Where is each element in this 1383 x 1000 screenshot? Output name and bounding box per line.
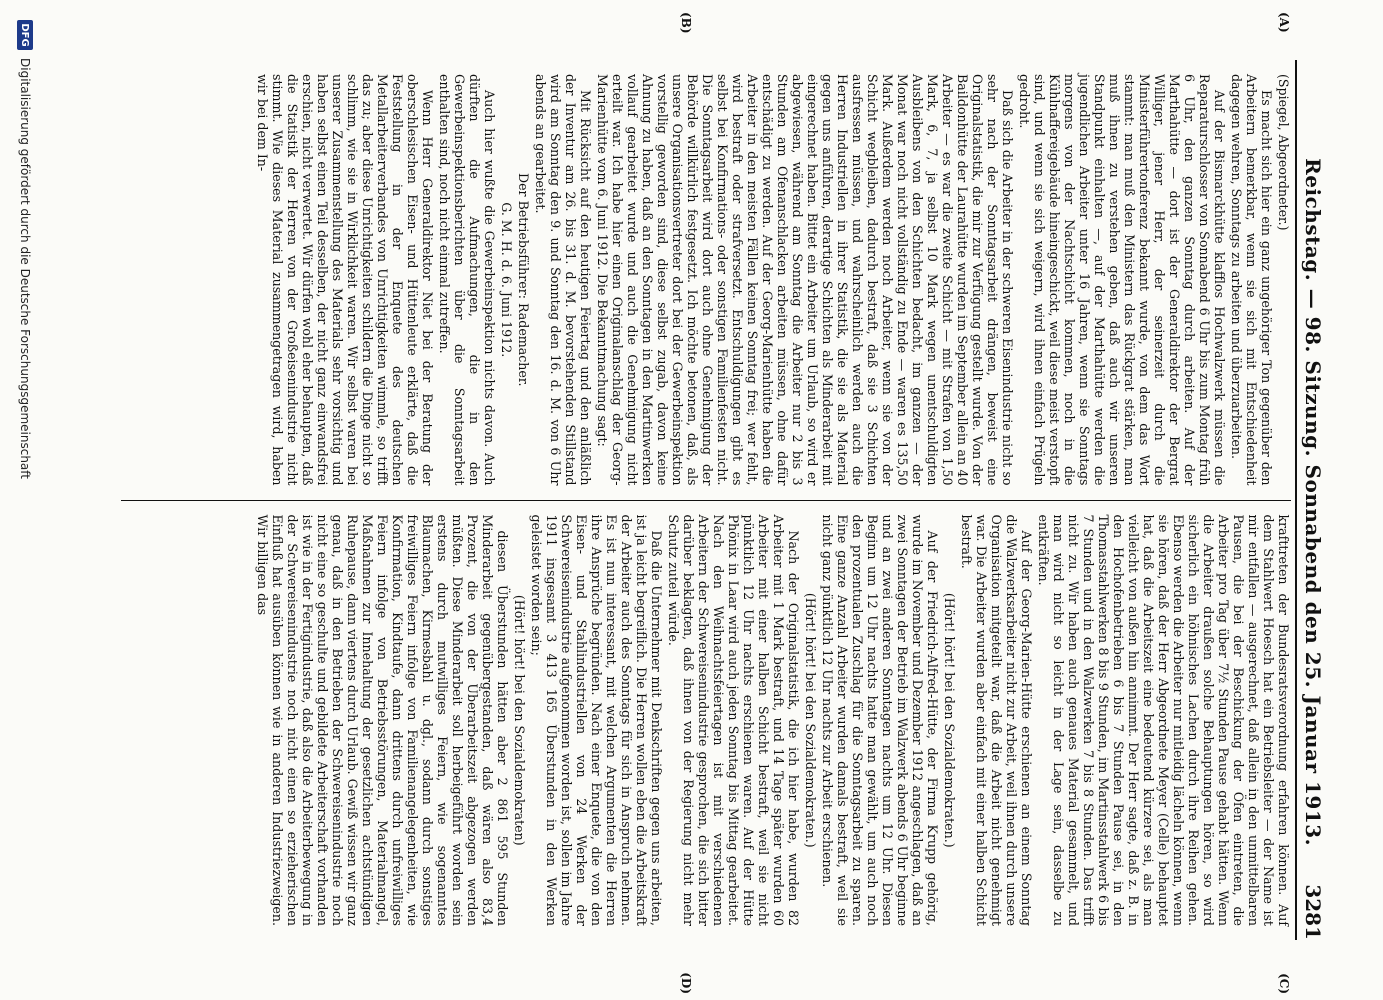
paragraph: diesen Überstunden hätten aber 2 861 595 Stunden Minderarbeit gegenübergestanden, daß wären also 83,4 Prozent, die von der Überarbeitszeit abgezogen werden müßten. Diese Minderarbeit soll herbeigeführt worden sein erstens durch mutwilliges Feiern, wie sogenanntes Blaumachen, Kirmesbahl u. dgl., sodann durch sonstiges freiwilliges Feiern infolge von Familienangelegenheiten, wie Konfirmation, Kindtaufe, dann drittens durch unfreiwilliges Feiern infolge von Betriebsstörungen, Materialmangel, Maßnahmen zur Innehaltung der gesetzlichen achtstündigen Ruhepause, dann viertens durch Urlaub. Gewiß wissen wir ganz genau, daß in den Betrieben der Schwereisenindustrie noch nicht eine so geschulte und gebildete Arbeiterschaft vorhanden ist wie in der Fertigindustrie, daß also die Arbeiterbewegung in der Schwereisenindustrie noch nicht einen so erzieherischen Einfluß hat ausüben können wie in anderen Industriezweigen. Wir billigen das	[255, 514, 510, 926]
page-title: Reichstag. — 98. Sitzung. Sonnabend den 25. Januar 1913.	[1301, 158, 1325, 847]
paragraph: (Hört! hört! bei den Sozialdemokraten.)	[803, 592, 818, 848]
margin-marker-b: (B)	[679, 12, 693, 34]
paragraph: (Hört! hört! bei den Sozialdemokraten.)	[942, 592, 957, 848]
paragraph: Daß die Unternehmer mit Denkschriften gegen uns arbeiten, ist ja leicht begreiflich. Die Herren wollen eben die Arbeitskraft der Arbeiter auch des Sonntags für sich in Anspruch nehmen. Es ist nun interessant, mit welchen Argumenten die Herren ihre Ansprüche begründen. Nach einer Enquete, die von den Eisen- und Stahlindustriellen von 24 Werken der Schwereisenindustrie aufgenommen worden ist, sollen im Jahre 1911 insgesamt 3 413 165 Überstunden in den Werken geleistet worden sein;	[529, 514, 664, 926]
paragraph: Auch hier wußte die Gewerbeinspektion nichts davon. Auch dürften die Aufmachungen, die in den Gewerbeinspektionsberichten über die Sonntagsarbeit enthalten sind, noch nicht einmal zutreffen.	[437, 74, 497, 486]
page-number: 3281	[1301, 884, 1325, 940]
text-columns	[121, 60, 1291, 940]
paragraph: Der Betriebsführer: Rademacher.	[516, 173, 531, 387]
paragraph: (Hört! hört! bei den Sozialdemokraten)	[512, 594, 527, 846]
paragraph: (Spiegel, Abgeordneter.)	[1276, 74, 1291, 231]
margin-marker-a: (A)	[1277, 12, 1291, 33]
digitization-credit-text: Digitalisierung gefördert durch die Deutsche Forschungsgemeinschaft	[18, 58, 32, 480]
page-header	[1295, 60, 1341, 940]
digitization-credit	[17, 20, 33, 980]
paragraph: Wenn Herr Generaldirektor Niet bei der Beratung der oberschlesischen Eisen- und Hüttenleute erklärte, daß die Feststellung in der Enquete des deutschen Metallarbeiterverbandes von Unrichtigkeiten wimmle, so trifft das zu; aber diese Unrichtigkeiten schildern die Dinge nicht so schlimm, wie sie in Wirklichkeit waren. Wir selbst waren bei unserer Zusammenstellung des Materials sehr vorsichtig und haben selbst einen Teil desselben, der nicht ganz einwandsfrei erschien, nicht verwertet. Wir dürfen wohl eher behaupten, daß die Statistik der Herren von der Großeisenindustrie nicht stimmt. Wie dieses Material zusammengetragen wird, haben wir bei dem In-	[255, 74, 435, 486]
left-column	[121, 60, 1291, 500]
paragraph: Auf der Bismarckhütte klafflos Hochwalzwerk müssen die Reparaturschlosser von Sonnabend 6 Uhr bis zum Montag früh 6 Uhr, den ganzen Sonntag durch arbeiten. Auf der Marthahütte — dort ist der Generaldirektor der Bergrat Williger, jener Herr, der seinerzeit durch die Ministerführertonferenz bekannt wurde, von dem das Wort stammt: man muß den Ministern das Rückgrat stärken, man muß ihnen zu verstehen geben, daß auch wir unseren Standpunkt einhalten —, auf der Marthahütte werden die jugendlichen Arbeiter unter 16 Jahren, wenn sie Sonntags morgens von der Nachtschicht kommen, noch in die Kühlnaffereigebäude hineingeschickt, weil diese meist verstopft sind, und wenn sie sich weigern, wird ihnen einfach Prügeln gedroht.	[1017, 74, 1227, 486]
paragraph: Es macht sich hier ein ganz ungehöriger Ton gegenüber den Arbeitern bemerkbar, wenn sie sich mit Entschiedenheit dagegen wehren, Sonntags zu arbeiten und überzuarbeiten.	[1229, 74, 1274, 486]
margin-marker-c: (C)	[1277, 973, 1291, 994]
paragraph: Daß sich die Arbeiter in der schweren Eisenindustrie nicht so sehr nach der Sonntagsarbeit drängen, beweist eine Originalstatistik, die mir zur Verfügung gestellt wurde. Von der Baildonhütte der Laurahütte wurden im September allein an 40 Arbeiter — es war die zweite Schicht — mit Strafen von 1,50 Mark, 6, 7, ja selbst 10 Mark wegen unentschuldigten Ausbleibens von den Schichten bedacht, im ganzen — der Monat war noch nicht vollständig zu Ende — waren es 135,50 Mark. Außerdem werden noch Arbeiter, wenn sie von der Schicht wegbleiben, dadurch bestraft, daß sie 3 Schichten ausfressen müssen, und wahrscheinlich werden auch die Herren Industriellen in ihrer Statistik, die sie als Material gegen uns anführen, derartige Schichten als Minderarbeit mit eingerechnet haben. Bittet ein Arbeiter um Urlaub, so wird er abgewiesen, während am Sonntag die Arbeiter nur 2 bis 3 Stunden am Ofenanschlacken arbeiten müssen, ohne dafür entschädigt zu werden. Auf der Georg-Marienhütte haben die Arbeiter in den meisten Fällen keinen Sonntag frei; wer fehlt, wird bestraft oder strafversetzt. Entschuldigungen gibt es selbst bei Konfirmations- oder sonstigen Familienfesten nicht. Die Sonntagsarbeit wird dort auch ohne Genehmigung der Behörde willkürlich festgesetzt. Ich möchte betonen, daß, als unsere Organisationsvertreter dort bei der Gewerbeinspektion vorstellig geworden sind, diese selbst zugab, davon keine Ahnung zu haben, daß an den Sonntagen in den Martinwerken vollauf gearbeitet wurde und auch die Genehmigung nicht erteilt war. Ich habe hier einen Originalanschlag der Georg-Marienhütte vom 6. Juni 1912. Die Bekanntmachung sagt:	[595, 74, 1015, 486]
paragraph: krafttreten der Bundesratsverordnung erfahren können. Auf dem Stahlwert Hoesch hat ein Betriebsleiter — der Name ist mir entfallen — ausgerechnet, daß allein in den unmittelbaren Pausen, die bei der Beschickung der Öfen eintreten, die Arbeiter pro Tag über 7½ Stunden Pause gehabt hätten. Wenn die Arbeiter draußen solche Behauptungen hören, so wird sicherlich ein höhnisches Lachen durch ihre Reihen gehen. Ebenso werden die Arbeiter nur mitleidig lächeln können, wenn sie hören, daß der Herr Abgeordnete Meyer (Celle) behauptet hat, daß die Arbeitszeit eine bedeutend kürzere sei, als man vielleicht von außen hin annimmt. Der Herr sagte, daß z. B. in den Hochofenbetrieben 6 bis 7 Stunden Pause sei, in den Thomasstahlwerken 8 bis 9 Stunden, im Martinsstahlwerk 6 bis 7 Stunden und in den Walzwerken 7 bis 8 Stunden. Das trifft nicht zu. Wir haben auch genaues Material gesammelt, und man wird nicht so leicht in der Lage sein, dasselbe zu entkräften.	[1036, 514, 1291, 926]
paragraph: Mit Rücksicht auf den heutigen Feiertag und den anläßlich der Inventur am 26. bis 31. d. M. bevorstehenden Stillstand wird am Sonntag den 9. und Sonntag den 16. d. M. von 6 Uhr abends an gearbeitet.	[533, 74, 593, 486]
paragraph: G. M. H. d. 6. Juni 1912.	[499, 202, 514, 358]
right-column	[121, 500, 1291, 941]
dfg-logo: DFG	[17, 20, 33, 50]
paragraph: Nach der Originalstatistik, die ich hier habe, wurden 82 Arbeiter mit 1 Mark bestraft, und 14 Tage später wurden 60 Arbeiter mit einer halben Schicht bestraft, weil sie nicht pünktlich 12 Uhr nachts erschienen waren. Auf der Hütte Phönix in Laar wird auch jeden Sonntag bis Mittag gearbeitet. Nach den Weihnachtsfeiertagen ist mit verschiedenen Arbeitern der Schwereisenindustrie gesprochen, die sich bitter darüber beklagten, daß ihnen von der Regierung nicht mehr Schutz zuteil würde.	[666, 514, 801, 926]
paragraph: Auf der Georg-Marien-Hütte erschienen an einem Sonntag die Walzwerksarbeiter nicht zur Arbeit, weil ihnen durch unsere Organisation mitgeteilt war, daß die Arbeit nicht genehmigt war. Die Arbeiter wurden aber einfach mit einer halben Schicht bestraft.	[959, 514, 1034, 926]
margin-marker-d: (D)	[679, 972, 693, 994]
paragraph: Auf der Friedrich-Alfred-Hütte, der Firma Krupp gehörig, wurde im November und Dezember 1912 angeschlagen, daß an zwei Sonntagen der Betrieb im Walzwerk abends 6 Uhr beginne und an zwei anderen Sonntagen nachts um 12 Uhr. Diesen Beginn um 12 Uhr nachts hatte man gewählt, um auch noch den prozentualen Zuschlag für die Sonntagsarbeit zu sparen. Eine ganze Anzahl Arbeiter wurden damals bestraft, weil sie nicht ganz pünktlich 12 Uhr nachts zur Arbeit erschienen.	[820, 514, 940, 926]
